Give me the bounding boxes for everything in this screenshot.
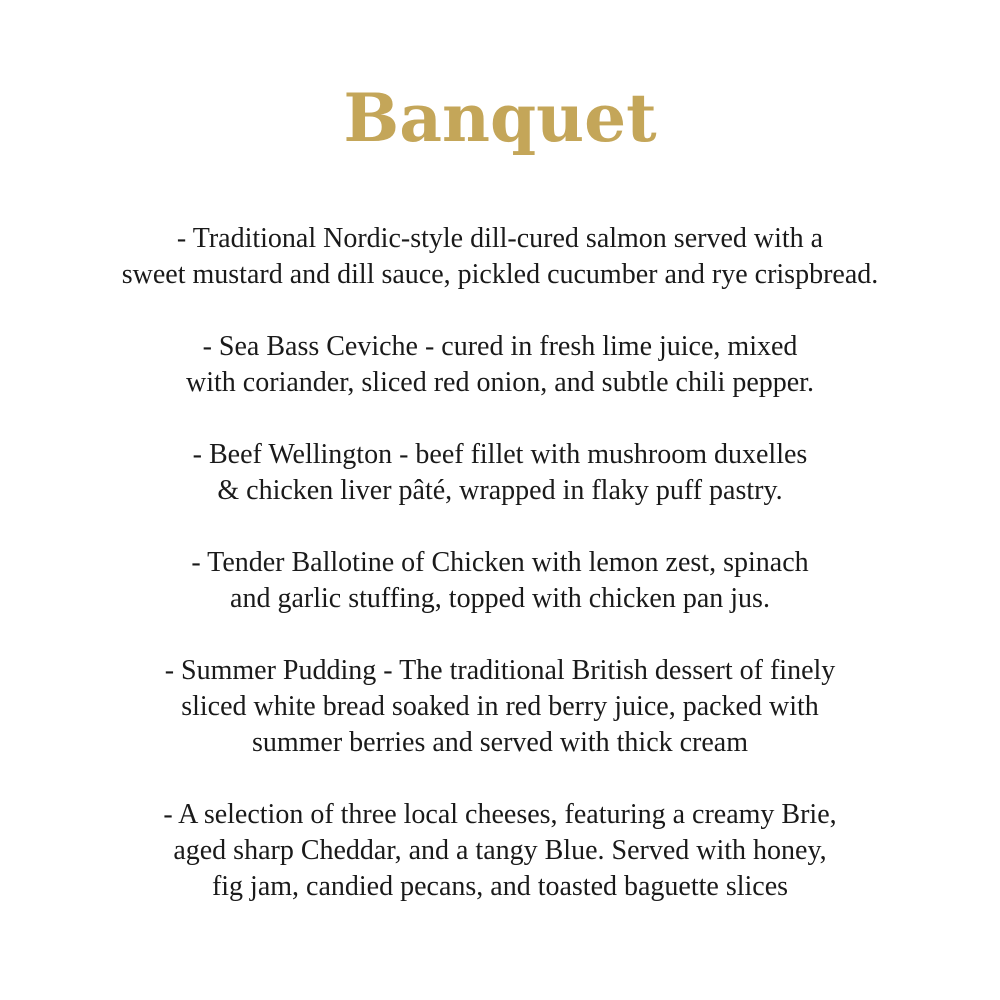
- menu-item-line: sweet mustard and dill sauce, pickled cucumber and rye crispbread.: [121, 259, 879, 290]
- menu-items: [20, 221, 980, 941]
- menu-item-line: & chicken liver pâté, wrapped in flaky puff pastry.: [217, 475, 783, 506]
- menu-title: Banquet: [343, 79, 657, 157]
- menu-item-cheeses: [20, 797, 980, 905]
- menu-item-line: - Beef Wellington - beef fillet with mushroom duxelles: [192, 439, 808, 470]
- menu-item-line: - Sea Bass Ceviche - cured in fresh lime juice, mixed: [202, 331, 798, 362]
- menu-item-line: - Summer Pudding - The traditional British dessert of finely: [164, 655, 836, 686]
- menu-item-line: fig jam, candied pecans, and toasted baguette slices: [211, 871, 789, 902]
- menu-item-line: and garlic stuffing, topped with chicken pan jus.: [230, 583, 770, 614]
- menu-item-salmon: [20, 221, 980, 293]
- menu-item-ceviche: [20, 329, 980, 401]
- menu-item-line: - A selection of three local cheeses, featuring a creamy Brie,: [163, 799, 837, 830]
- menu-item-line: with coriander, sliced red onion, and subtle chili pepper.: [186, 367, 814, 398]
- menu-item-wellington: [20, 437, 980, 509]
- menu-item-line: - Tender Ballotine of Chicken with lemon zest, spinach: [191, 547, 809, 578]
- menu-item-line: summer berries and served with thick cream: [251, 727, 749, 758]
- menu-item-pudding: [20, 653, 980, 761]
- menu-item-chicken: [20, 545, 980, 617]
- menu-item-line: - Traditional Nordic-style dill-cured salmon served with a: [176, 223, 824, 254]
- menu-item-line: sliced white bread soaked in red berry juice, packed with: [181, 691, 819, 722]
- menu-item-line: aged sharp Cheddar, and a tangy Blue. Served with honey,: [173, 835, 827, 866]
